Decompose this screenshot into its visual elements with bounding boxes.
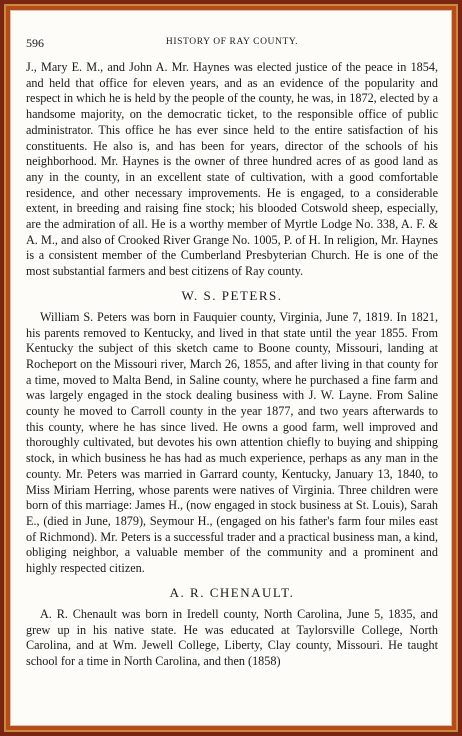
chenault-paragraph: A. R. Chenault was born in Iredell county, North Carolina, June 5, 1835, and grew up in his native state. He was educated at Taylorsville College, North Carolina, and at Wm. Jewell College, Liberty, Clay county, Missouri. He taught school for a time in North Carolina, and then (1858): [26, 606, 438, 668]
page-number: 596: [26, 36, 44, 50]
heading-peters: W. S. PETERS.: [181, 287, 283, 303]
heading-chenault: A. R. CHENAULT.: [169, 584, 295, 600]
inner-frame: [4, 4, 458, 732]
book-page: [10, 10, 452, 726]
running-title: HISTORY OF RAY COUNTY.: [165, 37, 299, 47]
running-head: [26, 36, 438, 50]
haynes-paragraph: J., Mary E. M., and John A. Mr. Haynes was elected justice of the peace in 1854, and held that office for eleven years, and as an evidence of the popularity and respect in which he is held by the people of the county, he was, in 1872, elected by a handsome majority, on the democratic ticket, to the responsible office of public administrator. This office he has ever since held to the entire satisfaction of his constituents. He also is, and has been for years, director of the schools of his neighborhood. Mr. Haynes is the owner of three hundred acres of as good land as any in the county, in an excellent state of cultivation, with a good comfortable residence, and other necessary improvements. He is engaged, to a considerable extent, in breeding and raising fine stock; his blooded Cotswold sheep, especially, are the admiration of all. He is a worthy member of Myrtle Lodge No. 338, A. F. & A. M., and also of Crooked River Grange No. 1005, P. of H. In religion, Mr. Haynes is a consistent member of the Cumberland Presbyterian Church. He is one of the most substantial farmers and best citizens of Ray county.: [26, 60, 438, 279]
peters-paragraph: William S. Peters was born in Fauquier county, Virginia, June 7, 1819. In 1821, his parents removed to Kentucky, and lived in that state until the year 1855. From Kentucky the subject of this sketch came to Boone county, Missouri, landing at Rocheport on the Missouri river, March 26, 1855, and after living in that county for a time, moved to Malta Bend, in Saline county, where he purchased a fine farm and was largely engaged in the stock dealing business with J. W. Layne. From Saline county he moved to Carroll county in the year 1877, and two years afterwards to this county, where he has since lived. He owns a good farm, well improved and thoroughly cultivated, but devotes his own attention chiefly to buying and shipping stock, in which business he has had as much experience, perhaps as any man in the county. Mr. Peters was married in Garrard county, Kentucky, January 13, 1840, to Miss Miriam Herring, whose parents were natives of Virginia. Three children were born of this marriage: James H., (now engaged in stock business at St. Louis), Sarah E., (died in June, 1879), Seymour H., (engaged on his father's farm four miles east of Richmond). Mr. Peters is a successful trader and a practical business man, a kind, obliging neighbor, a valuable member of the community and a prominent and highly respected citizen.: [26, 309, 438, 576]
